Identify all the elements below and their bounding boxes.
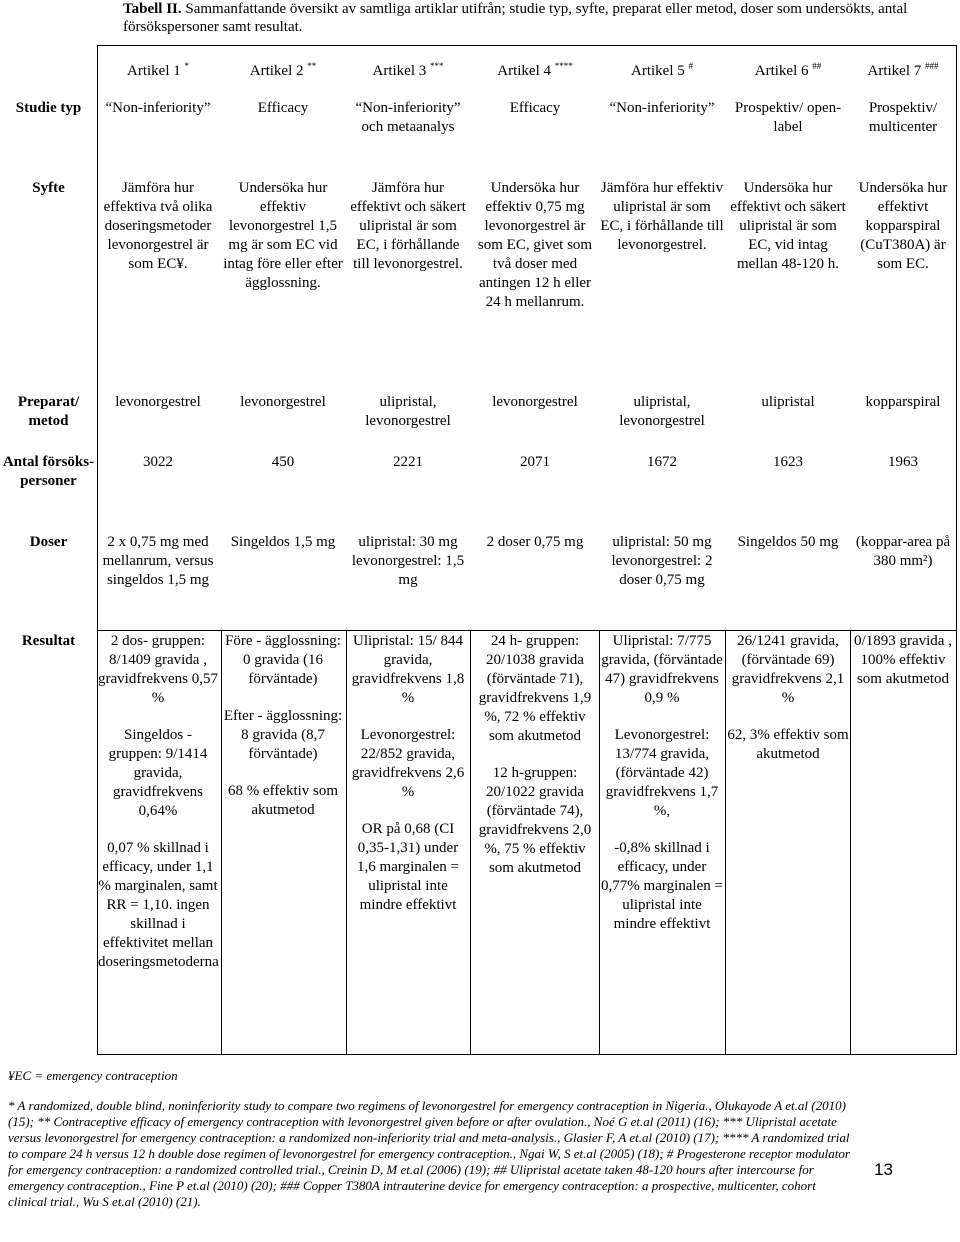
resultat-paragraph: 68 % effektiv som akutmetod: [227, 783, 339, 818]
resultat-paragraph: 0/1893 gravida , 100% effektiv som akutmetod: [854, 633, 952, 687]
column-header-1: Artikel 1 *: [127, 61, 189, 79]
column-header-6: Artikel 6 ##: [754, 61, 822, 79]
grid-line: [221, 630, 222, 1055]
syfte-cell-4: Undersöka hur effektiv 0,75 mg levonorgestrel är som EC, givet som två doser med antingen 12 h eller 24 h mellanrum.: [477, 180, 593, 310]
resultat-cell-2: [222, 632, 344, 838]
page-number: 13: [874, 1160, 893, 1179]
resultat-paragraph: 0,07 % skillnad i efficacy, under 1,1 % marginalen, samt RR = 1,10. ingen skillnad i effektivitet mellan doseringsmetoderna: [98, 840, 219, 970]
row-label-preparat: Preparat/ metod: [17, 394, 80, 429]
resultat-paragraph: Singeldos - gruppen: 9/1414 gravida, gravidfrekvens 0,64%: [108, 727, 208, 819]
table-caption: [123, 0, 923, 36]
doser-cell-1: 2 x 0,75 mg med mellanrum, versus singeldos 1,5 mg: [102, 534, 214, 588]
doser-cell-3: ulipristal: 30 mg levonorgestrel: 1,5 mg: [351, 534, 465, 588]
studie-typ-cell-1: “Non-inferiority”: [105, 100, 211, 116]
caption-prefix: Tabell II.: [123, 1, 182, 17]
antal-cell-1: 3022: [143, 454, 173, 470]
doser-cell-5: ulipristal: 50 mg levonorgestrel: 2 doser 0,75 mg: [611, 534, 713, 588]
doser-cell-6: Singeldos 50 mg: [737, 534, 839, 550]
studie-typ-cell-5: “Non-inferiority”: [609, 100, 715, 116]
studie-typ-cell-4: Efficacy: [509, 100, 561, 116]
preparat-cell-2: levonorgestrel: [240, 394, 326, 410]
resultat-paragraph: Ulipristal: 7/775 gravida, (förväntade 47) gravidfrekvens 0,9 %: [601, 633, 723, 706]
resultat-cell-1: [98, 632, 218, 990]
resultat-cell-5: [600, 632, 724, 952]
antal-cell-4: 2071: [520, 454, 550, 470]
resultat-paragraph: -0,8% skillnad i efficacy, under 0,77% marginalen = ulipristal inte mindre effektivt: [601, 840, 723, 932]
preparat-cell-7: kopparspiral: [865, 394, 941, 410]
syfte-cell-7: Undersöka hur effektivt kopparspiral (CuT380A) är som EC.: [858, 180, 948, 272]
column-header-2: Artikel 2 **: [249, 61, 317, 79]
caption-text: Sammanfattande översikt av samtliga artiklar utifrån; studie typ, syfte, preparat eller metod, doser som undersökts, antal försökspersoner samt resultat.: [123, 1, 908, 35]
doser-cell-7: (koppar-area på 380 mm²): [855, 534, 951, 569]
resultat-paragraph: OR på 0,68 (CI 0,35-1,31) under 1,6 marginalen = ulipristal inte mindre effektivt: [357, 821, 459, 913]
grid-line: [97, 630, 98, 1055]
antal-cell-6: 1623: [773, 454, 803, 470]
column-header-5: Artikel 5 #: [631, 61, 693, 79]
row-label-studie-typ: Studie typ: [15, 100, 82, 116]
resultat-cell-7: [851, 632, 955, 707]
grid-line: [97, 630, 957, 631]
studie-typ-cell-2: Efficacy: [257, 100, 309, 116]
studie-typ-cell-3: “Non-inferiority” och metaanalys: [355, 100, 461, 135]
grid-line: [599, 630, 600, 1055]
preparat-cell-6: ulipristal: [761, 394, 815, 410]
footnotes: [8, 1068, 858, 1224]
preparat-cell-4: levonorgestrel: [492, 394, 578, 410]
syfte-cell-1: Jämföra hur effektiva två olika doseringsmetoder levonorgestrel är som EC¥.: [103, 180, 213, 272]
studie-typ-cell-7: Prospektiv/ multicenter: [868, 100, 938, 135]
resultat-paragraph: 2 dos- gruppen: 8/1409 gravida , gravidfrekvens 0,57 %: [98, 633, 218, 706]
column-header-7: Artikel 7 ###: [867, 61, 939, 79]
column-header-4: Artikel 4 ****: [497, 61, 573, 79]
row-label-syfte: Syfte: [32, 180, 65, 196]
grid-line: [470, 630, 471, 1055]
resultat-paragraph: Levonorgestrel: 13/774 gravida, (förväntade 42) gravidfrekvens 1,7 %,: [605, 727, 719, 819]
doser-cell-2: Singeldos 1,5 mg: [230, 534, 336, 550]
resultat-cell-6: [726, 632, 850, 782]
syfte-cell-3: Jämföra hur effektivt och säkert ulipristal är som EC, i förhållande till levonorgestrel.: [350, 180, 466, 272]
doser-cell-4: 2 doser 0,75 mg: [486, 534, 584, 550]
antal-cell-7: 1963: [888, 454, 918, 470]
syfte-cell-2: Undersöka hur effektiv levonorgestrel 1,5 mg är som EC vid intag före eller efter ägglossning.: [223, 180, 343, 291]
preparat-cell-3: ulipristal, levonorgestrel: [365, 394, 451, 429]
resultat-paragraph: Ulipristal: 15/ 844 gravida, gravidfrekvens 1,8 %: [351, 633, 465, 706]
antal-cell-3: 2221: [393, 454, 423, 470]
resultat-paragraph: Före - ägglossning: 0 gravida (16 förväntade): [225, 633, 341, 687]
syfte-cell-5: Jämföra hur effektiv ulipristal är som EC, i förhållande till levonorgestrel.: [600, 180, 724, 253]
resultat-paragraph: Efter - ägglossning: 8 gravida (8,7 förväntade): [223, 708, 343, 762]
grid-line: [346, 630, 347, 1055]
antal-cell-2: 450: [271, 454, 295, 470]
resultat-paragraph: 24 h- gruppen: 20/1038 gravida (förväntade 71), gravidfrekvens 1,9 %, 72 % effektiv som akutmetod: [478, 633, 592, 744]
resultat-paragraph: 62, 3% effektiv som akutmetod: [727, 727, 849, 762]
preparat-cell-5: ulipristal, levonorgestrel: [619, 394, 705, 429]
syfte-cell-6: Undersöka hur effektivt och säkert ulipristal är som EC, vid intag mellan 48-120 h.: [730, 180, 846, 272]
resultat-paragraph: 26/1241 gravida, (förväntade 69) gravidfrekvens 2,1 %: [731, 633, 845, 706]
studie-typ-cell-6: Prospektiv/ open-label: [734, 100, 842, 135]
resultat-cell-4: [472, 632, 598, 896]
preparat-cell-1: levonorgestrel: [115, 394, 201, 410]
resultat-paragraph: 12 h-gruppen: 20/1022 gravida (förväntade 74), gravidfrekvens 2,0 %, 75 % effektiv som akutmetod: [478, 765, 592, 876]
grid-line: [850, 630, 851, 1055]
grid-line: [725, 630, 726, 1055]
row-label-resultat: Resultat: [21, 633, 76, 649]
row-label-antal: Antal försöks- personer: [2, 454, 95, 489]
footnote-references: * A randomized, double blind, noninferiority study to compare two regimens of levonorgestrel for emergency contraception in Nigeria., Olukayode A et.al (2010) (15); ** Contraceptive efficacy of emergency contraception with levonorgestrel given before or after ovulation., Noé G et.al (2011) (16); *** Ulipristal acetate versus levonorgestrel for emergency contraception: a randomized non-inferiority trial and meta-analysis., Glasier F, A et.al (2010) (17); **** A randomized trial to compare 24 h versus 12 h double dose regimen of levonorgestrel for emergency contraception., Ngai W, S et.al (2005) (18); # Progesterone receptor modulator for emergency contraception: a randomized controlled trial., Creinin D, M et.al (2006) (19); ## Ulipristal acetate taken 48-120 hours after intercourse for emergency contraception., Fine P et.al (2010) (20); ### Copper T380A intrauterine device for emergency contraception: a prospective, multicenter, cohort clinical trial., Wu S et.al (2010) (21).: [8, 1098, 850, 1209]
antal-cell-5: 1672: [647, 454, 677, 470]
resultat-cell-3: [347, 632, 469, 933]
resultat-paragraph: Levonorgestrel: 22/852 gravida, gravidfrekvens 2,6 %: [351, 727, 465, 800]
column-header-3: Artikel 3 ***: [372, 61, 444, 79]
footnote-ec: ¥EC = emergency contraception: [8, 1068, 178, 1083]
row-label-doser: Doser: [29, 534, 68, 550]
